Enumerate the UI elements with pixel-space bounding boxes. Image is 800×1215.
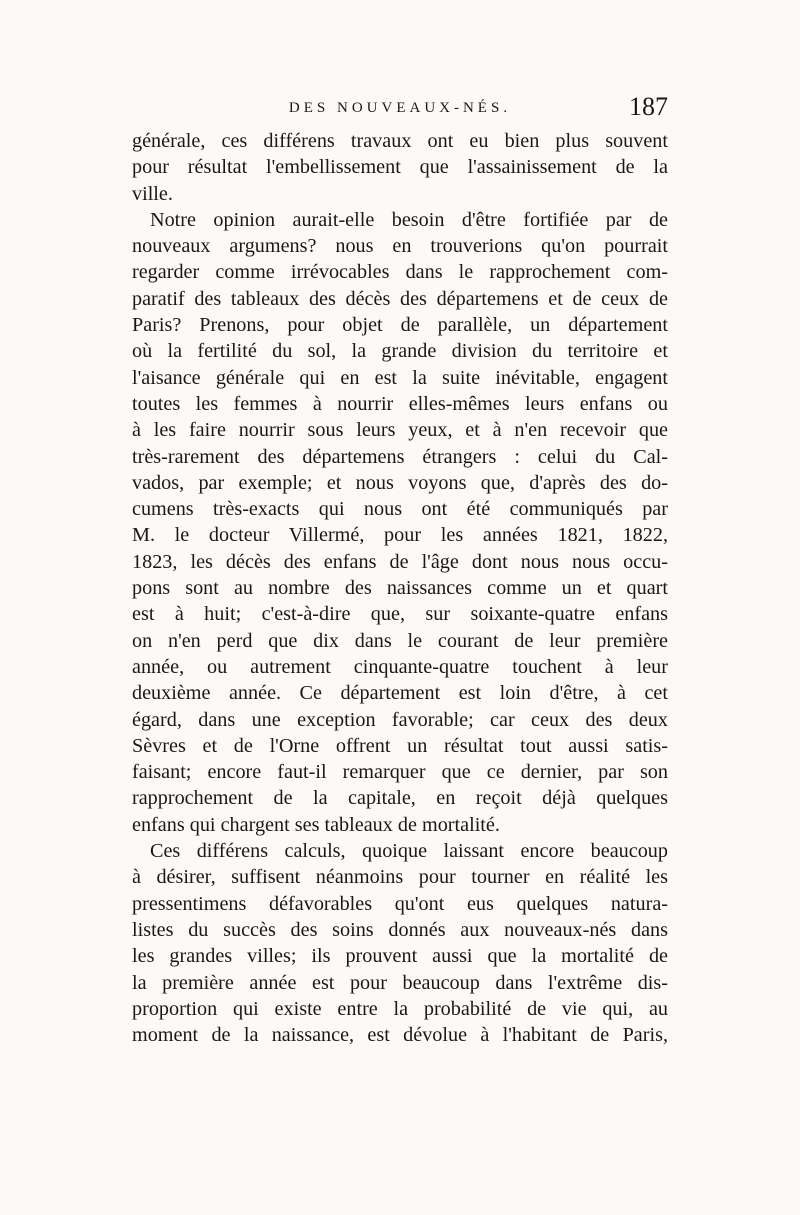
text-line: égard, dans une exception favorable; car ceux des deux — [132, 708, 668, 731]
body-text — [132, 128, 668, 1048]
text-line: on n'en perd que dix dans le courant de leur première — [132, 629, 668, 652]
text-line: Ces différens calculs, quoique laissant encore beaucoup — [150, 840, 668, 863]
paragraph — [132, 207, 668, 838]
text-line: faisant; encore faut-il remarquer que ce dernier, par son — [132, 761, 668, 784]
text-line: vados, par exemple; et nous voyons que, d'après des do- — [132, 471, 668, 494]
text-line: ville. — [132, 182, 173, 205]
text-line: pons sont au nombre des naissances comme un et quart — [132, 577, 668, 600]
running-title: DES NOUVEAUX-NÉS. — [288, 100, 512, 116]
text-line: rapprochement de la capitale, en reçoit déjà quelques — [132, 787, 668, 810]
text-line: 1823, les décès des enfans de l'âge dont nous nous occu- — [132, 550, 668, 573]
text-line: est à huit; c'est-à-dire que, sur soixante-quatre enfans — [132, 603, 668, 626]
text-line: listes du succès des soins donnés aux nouveaux-nés dans — [132, 918, 668, 941]
text-line: toutes les femmes à nourrir elles-mêmes leurs enfans ou — [132, 392, 668, 415]
paragraph — [132, 128, 668, 207]
text-line: proportion qui existe entre la probabilité de vie qui, au — [132, 997, 668, 1020]
text-line: Notre opinion aurait-elle besoin d'être fortifiée par de — [150, 208, 668, 231]
text-line: à désirer, suffisent néanmoins pour tourner en réalité les — [132, 866, 668, 889]
text-line: générale, ces différens travaux ont eu bien plus souvent — [132, 130, 668, 152]
text-line: deuxième année. Ce département est loin d'être, à cet — [132, 682, 668, 705]
text-line: Paris? Prenons, pour objet de parallèle, un département — [132, 314, 668, 337]
text-line: très-rarement des départemens étrangers : celui du Cal- — [132, 445, 668, 468]
text-line: regarder comme irrévocables dans le rapprochement com- — [132, 261, 668, 284]
text-line: pour résultat l'embellissement que l'assainissement de la — [132, 156, 668, 179]
text-line: paratif des tableaux des décès des départemens et de ceux de — [132, 287, 668, 310]
text-line: enfans qui chargent ses tableaux de mortalité. — [132, 813, 500, 836]
text-line: cumens très-exacts qui nous ont été communiqués par — [132, 498, 668, 521]
text-line: l'aisance générale qui en est la suite inévitable, engagent — [132, 366, 668, 389]
text-line: pressentimens défavorables qu'ont eus quelques natura- — [132, 892, 668, 915]
text-line: moment de la naissance, est dévolue à l'habitant de Paris, — [132, 1024, 668, 1047]
text-line: où la fertilité du sol, la grande division du territoire et — [132, 340, 668, 363]
text-line: Sèvres et de l'Orne offrent un résultat tout aussi satis- — [132, 734, 668, 757]
text-line: à les faire nourrir sous leurs yeux, et à n'en recevoir que — [132, 419, 668, 442]
text-line: année, ou autrement cinquante-quatre touchent à leur — [132, 655, 668, 678]
text-line: les grandes villes; ils prouvent aussi que la mortalité de — [132, 945, 668, 968]
text-line: la première année est pour beaucoup dans l'extrême dis- — [132, 971, 668, 994]
paragraph — [132, 838, 668, 1048]
text-line: M. le docteur Villermé, pour les années 1821, 1822, — [132, 524, 668, 547]
page-number: 187 — [629, 92, 668, 121]
text-line: nouveaux argumens? nous en trouverions qu'on pourrait — [132, 235, 668, 258]
page-header — [132, 92, 668, 122]
